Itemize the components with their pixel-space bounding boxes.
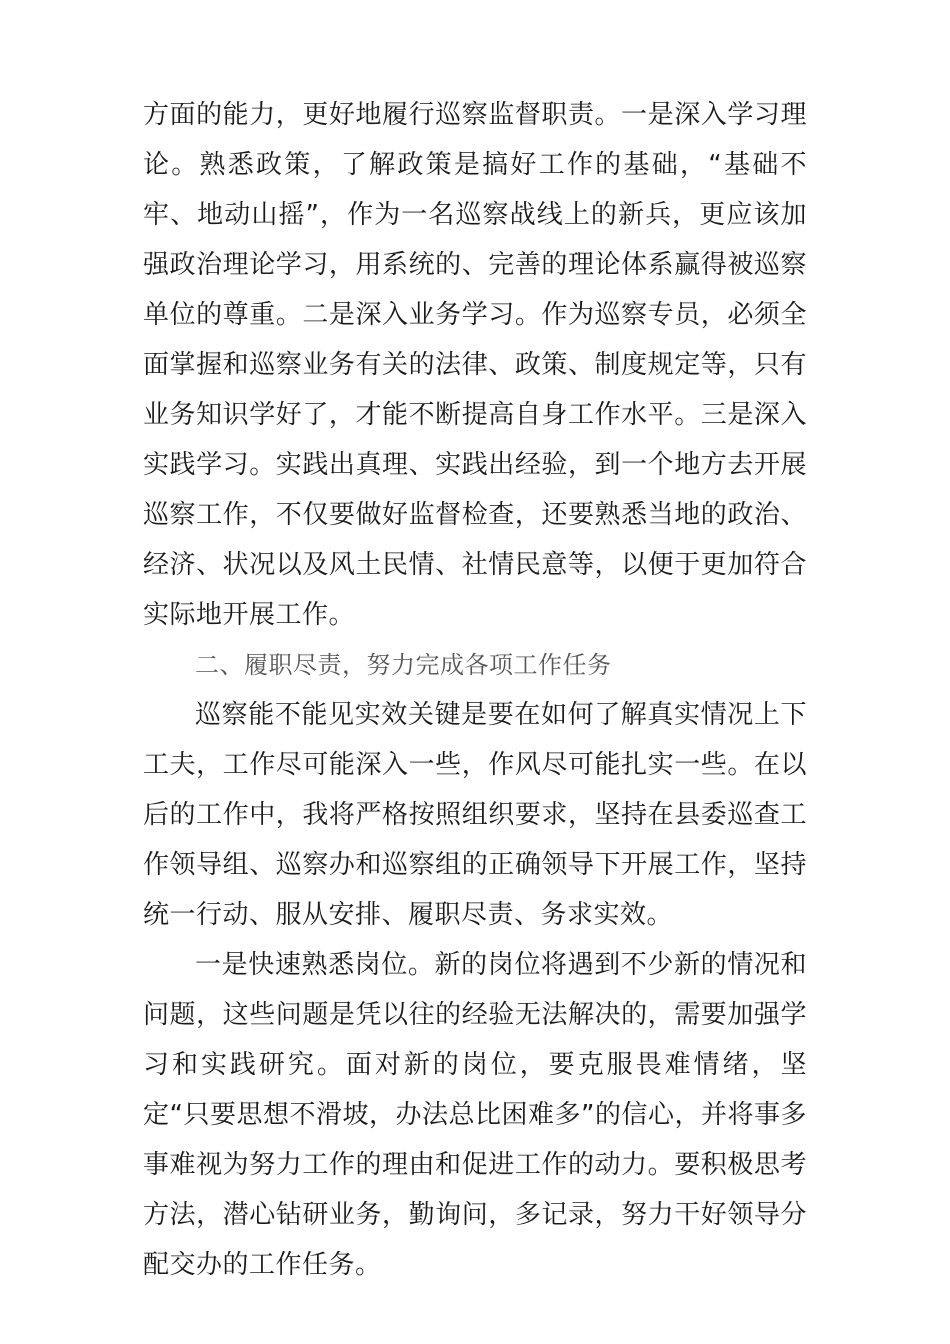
paragraph-familiarize-post: 一是快速熟悉岗位。新的岗位将遇到不少新的情况和问题，这些问题是凭以往的经验无法解决的，需要加强学习和实践研究。面对新的岗位，要克服畏难情绪，坚定“只要思想不滑坡，办法总比困难多”的信心，并将事多事难视为努力工作的理由和促进工作的动力。要积极思考方法，潜心钻研业务，勤询问，多记录，努力干好领导分配交办的工作任务。 (143, 950, 807, 1280)
paragraph-effectiveness: 巡察能不能见实效关键是要在如何了解真实情况上下工夫，工作尽可能深入一些，作风尽可能扎实一些。在以后的工作中，我将严格按照组织要求，坚持在县委巡查工作领导组、巡察办和巡察组的正确领导下开展工作，坚持统一行动、服从安排、履职尽责、务求实效。 (143, 700, 807, 930)
section-heading-duties: 二、履职尽责，努力完成各项工作任务 (195, 651, 612, 679)
document-page (143, 90, 807, 1290)
paragraph-learning: 方面的能力，更好地履行巡察监督职责。一是深入学习理论。熟悉政策，了解政策是搞好工作的基础，“基础不牢、地动山摇”，作为一名巡察战线上的新兵，更应该加强政治理论学习，用系统的、完善的理论体系赢得被巡察单位的尊重。二是深入业务学习。作为巡察专员，必须全面掌握和巡察业务有关的法律、政策、制度规定等，只有业务知识学好了，才能不断提高自身工作水平。三是深入实践学习。实践出真理、实践出经验，到一个地方去开展巡察工作，不仅要做好监督检查，还要熟悉当地的政治、经济、状况以及风土民情、社情民意等，以便于更加符合实际地开展工作。 (143, 100, 807, 630)
